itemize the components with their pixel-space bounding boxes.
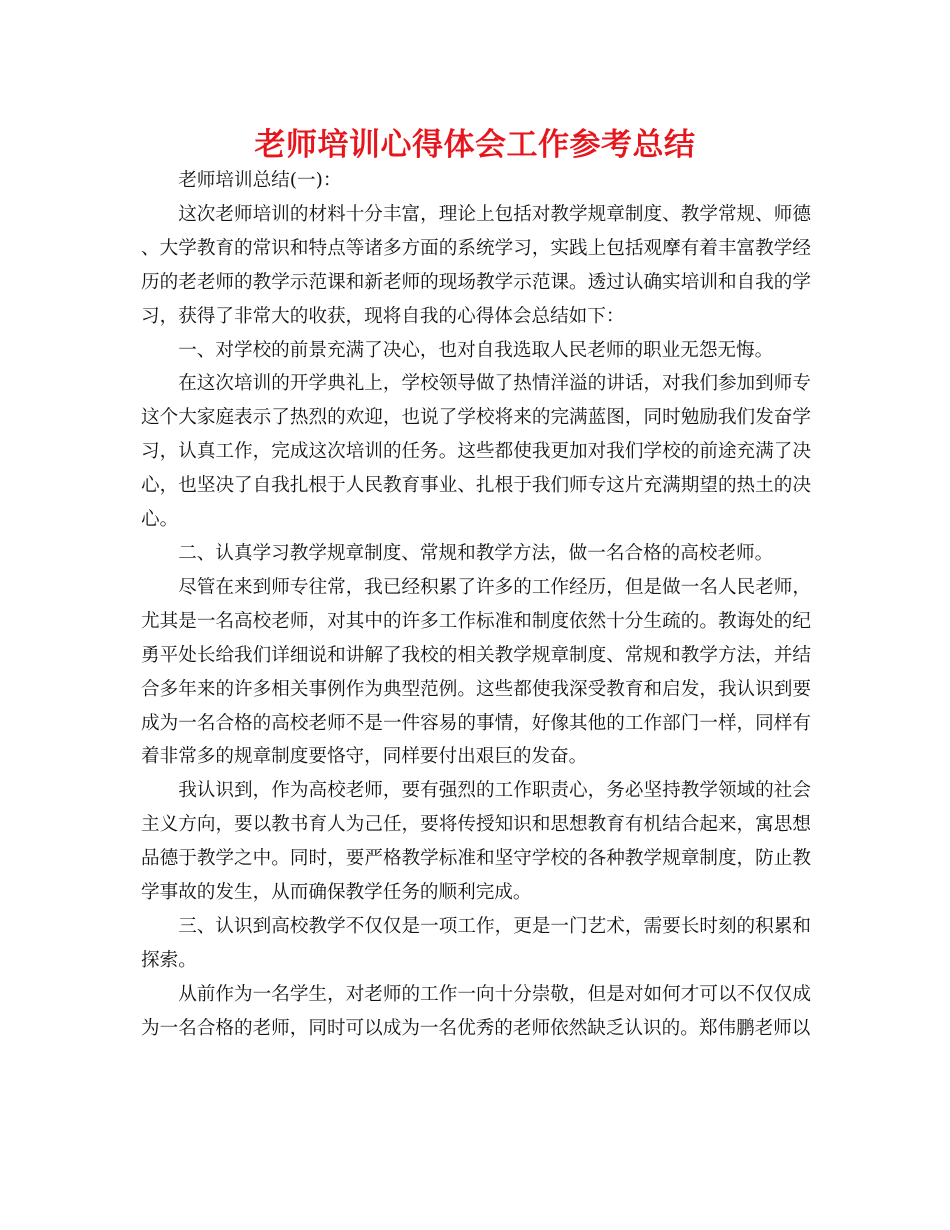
paragraph: 三、认识到高校教学不仅仅是一项工作，更是一门艺术，需要长时刻的积累和探索。	[141, 915, 811, 971]
document-title: 老师培训心得体会工作参考总结	[254, 127, 696, 163]
paragraph: 我认识到，作为高校老师，要有强烈的工作职责心，务必坚持教学领域的社会主义方向，要以教书育人为己任，要将传授知识和思想教育有机结合起来，寓思想品德于教学之中。同时，要严格教学标准和坚守学校的各种教学规章制度，防止教学事故的发生，从而确保教学任务的顺利完成。	[141, 780, 811, 904]
document-body	[141, 164, 811, 1046]
paragraph: 在这次培训的开学典礼上，学校领导做了热情洋溢的讲话，对我们参加到师专这个大家庭表示了热烈的欢迎，也说了学校将来的完满蓝图，同时勉励我们发奋学习，认真工作，完成这次培训的任务。这些都使我更加对我们学校的前途充满了决心，也坚决了自我扎根于人民教育事业、扎根于我们师专这片充满期望的热土的决心。	[141, 373, 811, 531]
paragraph: 二、认真学习教学规章制度、常规和教学方法，做一名合格的高校老师。	[178, 542, 774, 564]
paragraph: 这次老师培训的材料十分丰富，理论上包括对教学规章制度、教学常规、师德、大学教育的常识和特点等诸多方面的系统学习，实践上包括观摩有着丰富教学经历的老老师的教学示范课和新老师的现场教学示范课。透过认确实培训和自我的学习，获得了非常大的收获，现将自我的心得体会总结如下：	[141, 203, 811, 327]
paragraph: 老师培训总结(一)：	[178, 170, 342, 191]
paragraph: 一、对学校的前景充满了决心，也对自我选取人民老师的职业无怨无悔。	[178, 339, 774, 361]
paragraph: 从前作为一名学生，对老师的工作一向十分崇敬，但是对如何才可以不仅仅成为一名合格的老师，同时可以成为一名优秀的老师依然缺乏认识的。郑伟鹏老师以	[141, 983, 811, 1039]
paragraph: 尽管在来到师专往常，我已经积累了许多的工作经历，但是做一名人民老师，尤其是一名高校老师，对其中的许多工作标准和制度依然十分生疏的。教诲处的纪勇平处长给我们详细说和讲解了我校的相关教学规章制度、常规和教学方法，并结合多年来的许多相关事例作为典型范例。这些都使我深受教育和启发，我认识到要成为一名合格的高校老师不是一件容易的事情，好像其他的工作部门一样，同样有着非常多的规章制度要恪守，同样要付出艰巨的发奋。	[141, 576, 811, 768]
